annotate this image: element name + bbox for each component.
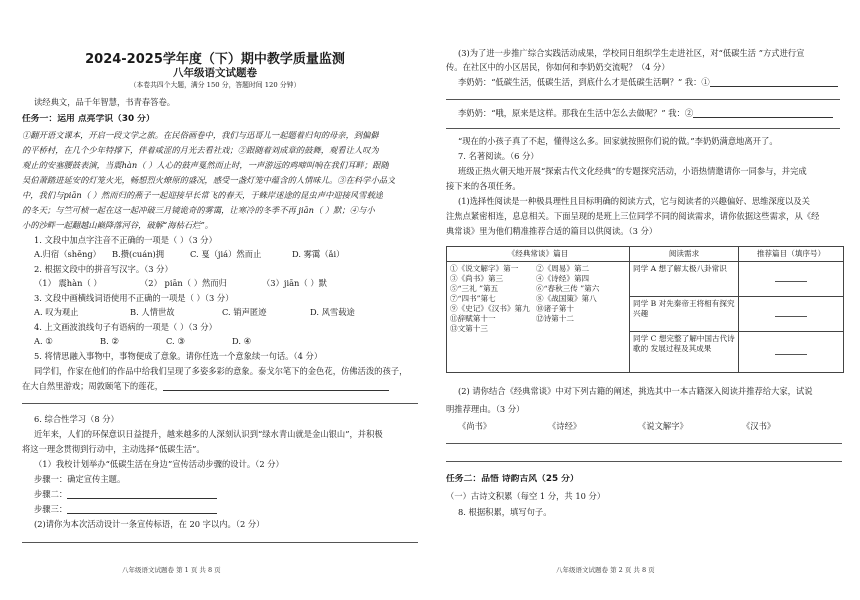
- book-list-cell: [447, 262, 630, 373]
- book-list-row: [450, 294, 626, 304]
- question-5: 5. 将情思融入事物中，事物便成了意象。请你任选一个意象续一句话。（4 分）: [34, 351, 323, 361]
- book-item: ⑪辞赋第十一: [450, 314, 496, 323]
- answer-line[interactable]: [446, 128, 840, 129]
- motto: 读经典文，品千年智慧，书青春答卷。: [34, 97, 176, 107]
- passage-line: 小的沙畔一起翻越山巅降落河谷，破解“海枯石烂”。: [22, 220, 214, 230]
- q1-option-d: D. 雾霭（ǎi）: [292, 249, 345, 259]
- exam-meta: （本卷共四个大题，满分 150 分，答题时间 120 分钟）: [129, 81, 301, 89]
- passage-line: 中，我们与piān（ ）然而归的燕子一起迎接早长常飞的春天，于蛛岸迷途的昆虫声中迎接风雪载途: [22, 190, 384, 200]
- q3-option-c: C. 销声匿迹: [222, 307, 267, 317]
- passage-line: ①翻开语文课本，开启一段文学之旅。在民俗画卷中，我们与迅哥儿一起题着归旬的母亲，到偏僻: [22, 130, 379, 140]
- exam-page-2: [430, 0, 860, 600]
- book-item: ⑬文第十三: [450, 324, 488, 333]
- question-3: 3. 文段中画横线词语使用不正确的一项是（ ）（3 分）: [34, 293, 234, 303]
- q7-sub-2-cont: 明推荐理由。（3 分）: [446, 404, 525, 414]
- question-1: 1. 文段中加点字注音不正确的一项是（ ）（3 分）: [34, 235, 217, 245]
- passage-line: 观止的安塞腰鼓表演，当震hàn（ ）人心的鼓声戛然而止时，一声游远的鸡啼叫响在我们耳畔；跟随: [22, 160, 389, 170]
- q6-sub-3-cont: 传。在社区中的小区居民，你如何和李奶奶交流呢？（4 分）: [446, 62, 670, 72]
- ancient-book-3: 《说文解字》: [638, 421, 688, 431]
- book-item: ④《诗经》第四: [536, 274, 590, 283]
- book-item: ①《说文解字》第一: [450, 264, 519, 273]
- answer-line[interactable]: [22, 542, 418, 543]
- q5-text-cont: [22, 381, 389, 391]
- question-6: 6. 综合性学习（8 分）: [34, 414, 119, 424]
- need-student-a: 同学 A 想了解太极八卦常识: [630, 262, 739, 297]
- book-item: ⑥“春秋三传 ”第六: [536, 284, 600, 293]
- q7-sub-1-cont: 注焦点紧密相连，息息相关。下面呈现的是班上三位同学不同的阅读需求，请你依据这些需求，从《经: [446, 211, 820, 221]
- book-list-row: [450, 284, 626, 294]
- ancient-book-1: 《尚书》: [458, 421, 492, 431]
- recommend-answer-b[interactable]: [739, 297, 844, 332]
- ancient-book-4: 《汉书》: [742, 421, 776, 431]
- q5-answer-blank[interactable]: [163, 382, 389, 391]
- q3-option-a: A. 叹为观止: [34, 307, 79, 317]
- answer-line[interactable]: [446, 461, 842, 462]
- table-row: [447, 262, 844, 297]
- exam-subtitle: 八年级语文试题卷: [173, 67, 257, 79]
- q6-sub-2: (2)请你为本次活动设计一条宣传标语，在 20 字以内。（2 分）: [34, 519, 265, 529]
- table-header-row: [447, 247, 844, 262]
- dialog-answer-1[interactable]: [710, 78, 838, 87]
- exam-title: 2024-2025学年度（下）期中教学质量监测: [85, 52, 345, 67]
- q6-step-2-blank[interactable]: [67, 490, 217, 499]
- q4-option-d: D. ④: [232, 336, 252, 346]
- passage-line: 吴伯萧踏进延安的灯笼火光，畅想烈火燎原的盛况，感受一盏灯笼中蕴含的人情味儿。③在科学小品文: [22, 175, 396, 185]
- q5-text: 同学们，作家在他们的作品中给我们呈现了多姿多彩的意象。泰戈尔笔下的金色花，仿佛活泼的孩子，: [34, 366, 408, 376]
- table-header-needs: 阅读需求: [630, 247, 739, 262]
- passage-line: 的冬天；与竺可桢一起在这一起冲破三月镜诡奇的雾霭，让寒冷的冬季不再 jiān（ ）默；④与小: [22, 205, 375, 215]
- recommend-answer-a[interactable]: [739, 262, 844, 297]
- question-8: 8. 根据积累，填写句子。: [458, 507, 552, 517]
- book-item: ⑧《战国策》第八: [536, 294, 597, 303]
- book-list-row: [450, 304, 626, 314]
- q5-text-cont-label: 在大自然里游戏；周敦颐笔下的莲花，: [22, 381, 164, 391]
- answer-line[interactable]: [22, 403, 418, 404]
- answer-blank[interactable]: [775, 346, 807, 355]
- need-student-c: 同学 C 想完整了解中国古代诗歌的 发展过程及其成果: [630, 332, 739, 373]
- q3-option-b: B. 人情世故: [130, 307, 175, 317]
- passage-line: 的平桥村，在几个少年特撑下，伴着咸涩的月光去看社戏；②跟随着刘成章的鼓舞，观看让人叹为: [22, 145, 379, 155]
- q7-sub-1-cont2: 典常谈》里为他们精准推荐合适的篇目以供阅读。（3 分）: [446, 226, 658, 236]
- page-footer: 八年级语文试题卷 第 2 页 共 8 页: [556, 566, 655, 574]
- q2-item-2: （2） piān（ ）然而归: [140, 278, 227, 288]
- answer-line[interactable]: [446, 99, 840, 100]
- dialog-line-2: [458, 108, 833, 118]
- q2-item-1: （1） 震hàn（ ）: [34, 278, 102, 288]
- table-header-books: 《经典常谈》篇目: [447, 247, 630, 262]
- book-list-row: [450, 264, 626, 274]
- book-item: ⑨《史记》《汉书》第九: [450, 304, 530, 313]
- q6-step-2-label: 步骤二：: [34, 489, 68, 499]
- q2-item-3: （3）jiān（ ）默: [262, 278, 327, 288]
- answer-line[interactable]: [446, 443, 842, 444]
- task1-heading: 任务一：运用 点亮学识（30 分）: [22, 114, 155, 124]
- page-footer: 八年级语文试题卷 第 1 页 共 8 页: [122, 566, 221, 574]
- dialog-line-1-text: 李奶奶：“低碳生活，低碳生活，到底什么才是低碳生活啊？” 我：①: [458, 77, 710, 87]
- q6-paragraph-1: 近年来，人们的环保意识日益提升，越来越多的人深刻认识到“绿水青山就是金山银山”，并积极: [34, 429, 383, 439]
- q1-option-b: B.攒(cuán)拥: [112, 249, 165, 259]
- q7-sub-2: (2) 请你结合《经典常谈》中对下列古籍的阐述，挑选其中一本古籍深入阅读并推荐给大家，试说: [458, 386, 813, 396]
- q7-paragraph-2: 接下来的各项任务。: [446, 181, 521, 191]
- dialog-line-1: [458, 77, 838, 87]
- book-item: ⑫诗第十二: [536, 314, 574, 323]
- ancient-book-2: 《诗经》: [548, 421, 582, 431]
- q6-step-3-label: 步骤三：: [34, 504, 68, 514]
- q1-option-c: C. 戛（jiá）然而止: [190, 249, 262, 259]
- q4-option-b: B. ②: [100, 336, 119, 346]
- q6-sub-1: （1）我校计划举办“低碳生活在身边”宣传活动步骤的设计。（2 分）: [34, 459, 284, 469]
- q6-step-1: 步骤一：确定宣传主题。: [34, 474, 126, 484]
- q4-option-a: A. ①: [34, 336, 53, 346]
- task2-subheading: （一）古诗文积累（每空 1 分，共 10 分）: [446, 491, 606, 501]
- book-item: ⑩诸子第十: [536, 304, 574, 313]
- table-header-recommend: 推荐篇目（填序号）: [739, 247, 844, 262]
- q1-option-a: A.归宿（shēng）: [34, 249, 101, 259]
- dialog-line-2-text: 李奶奶：“哦，原来是这样。那我在生活中怎么去做呢？” 我：②: [458, 108, 694, 118]
- question-4: 4. 上文画波浪线句子有语病的一项是（ ）（3 分）: [34, 322, 217, 332]
- q7-paragraph-1: 班级正热火朝天地开展“探索古代文化经典”的专题探究活动，小语热情邀请你一同参与，并完成: [458, 166, 807, 176]
- dialog-line-3: “现在的小孩子真了不起，懂得这么多。回家就按照你们说的做。”李奶奶满意地离开了。: [458, 136, 778, 146]
- q7-sub-1: (1)选择性阅读是一种极具理性且目标明确的阅读方式，它与阅读者的兴趣偏好、思维深度以及关: [458, 196, 810, 206]
- question-7: 7. 名著阅读。（6 分）: [458, 151, 539, 161]
- book-item: ③《尚书》第三: [450, 274, 504, 283]
- book-list-row: [450, 324, 626, 334]
- book-item: ②《周易》第二: [536, 264, 590, 273]
- q6-paragraph-2: 将这一理念贯彻到行动中，主动选择“低碳生活”。: [22, 444, 205, 454]
- recommendation-table: [446, 246, 844, 373]
- recommend-answer-c[interactable]: [739, 332, 844, 373]
- q3-option-d: D. 风雪载途: [310, 307, 355, 317]
- book-list-row: [450, 314, 626, 324]
- task2-heading: 任务二：品悟 诗韵古风（25 分）: [446, 474, 579, 484]
- answer-blank[interactable]: [775, 273, 807, 282]
- question-2: 2. 根据文段中的拼音写汉字。（3 分）: [34, 264, 173, 274]
- book-item: ⑦“四书”第七: [450, 294, 496, 303]
- book-item: ⑤“三礼 ”第五: [450, 284, 499, 293]
- q4-option-c: C. ③: [166, 336, 185, 346]
- answer-blank[interactable]: [775, 308, 807, 317]
- book-list-row: [450, 274, 626, 284]
- q6-step-3: [34, 504, 217, 514]
- need-student-b: 同学 B 对先秦帝王将相有探究兴趣: [630, 297, 739, 332]
- q6-step-3-blank[interactable]: [67, 505, 217, 514]
- q6-step-2: [34, 489, 217, 499]
- dialog-answer-2[interactable]: [693, 109, 833, 118]
- q6-sub-3: (3)为了进一步推广综合实践活动成果，学校同日组织学生走进社区，对“低碳生活 ”方式进行宣: [458, 48, 805, 58]
